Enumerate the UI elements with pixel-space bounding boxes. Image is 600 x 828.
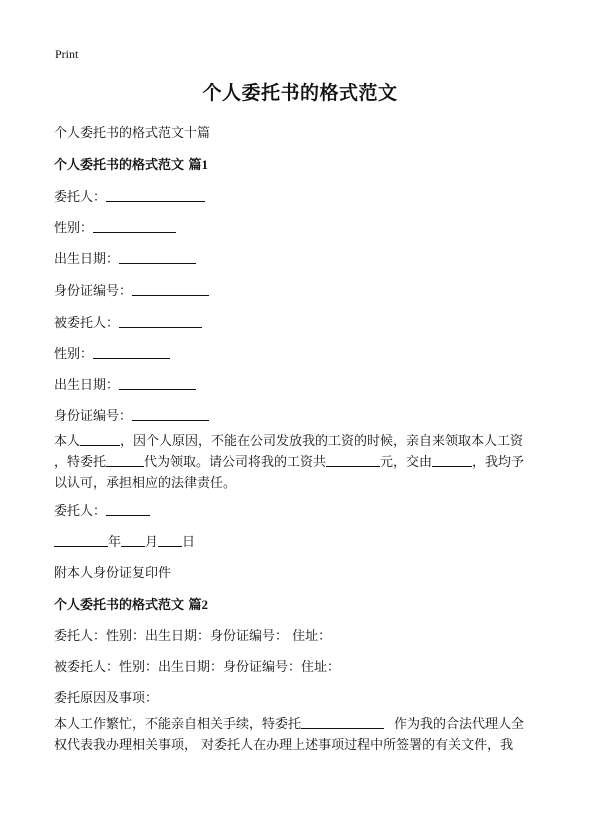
body-text: ，我均予 <box>472 455 525 470</box>
date-field <box>54 531 195 550</box>
day-label: 日 <box>182 535 196 550</box>
section-1-heading-number: 1 <box>201 157 209 172</box>
agent-gender-label: 性别： <box>54 347 94 362</box>
representative-blank <box>301 716 384 729</box>
signature-field <box>54 500 150 519</box>
section-2-client-line: 委托人：性别：出生日期：身份证编号： 住址： <box>54 629 332 644</box>
birth-date-label: 出生日期： <box>54 252 120 267</box>
section-2-heading-number: 2 <box>201 597 209 612</box>
body-text: 元，交由 <box>380 455 433 470</box>
month-label: 月 <box>145 535 159 550</box>
agent-id-number-blank <box>132 408 209 421</box>
amount-blank <box>326 454 380 467</box>
body-text: 本人工作繁忙，不能亲自相关手续，特委托 <box>54 717 302 732</box>
agent-field <box>54 312 202 331</box>
signature-label: 委托人： <box>54 504 107 519</box>
body-text: 以认可，承担相应的法律责任。 <box>54 476 237 491</box>
month-blank <box>121 534 145 547</box>
signature-blank <box>106 503 150 516</box>
section-1-heading-text: 个人委托书的格式范文 篇 <box>54 158 202 173</box>
section-2-heading <box>54 594 208 613</box>
body-text: 作为我的合法代理人全 <box>394 717 525 732</box>
id-number-field <box>54 280 209 299</box>
name-blank <box>80 433 120 446</box>
section-2-reason-label: 委托原因及事项： <box>54 691 159 706</box>
section-2-heading-text: 个人委托书的格式范文 篇 <box>54 598 202 613</box>
agent-id-number-label: 身份证编号： <box>54 409 133 424</box>
year-blank <box>54 534 108 547</box>
body-text: 本人 <box>54 434 81 449</box>
client-field <box>54 186 205 205</box>
gender-field <box>54 217 176 236</box>
birth-date-field <box>54 248 196 267</box>
body-line <box>54 473 550 494</box>
agent-gender-blank <box>93 346 170 359</box>
day-blank <box>158 534 182 547</box>
birth-date-blank <box>119 251 196 264</box>
body-line <box>54 431 550 452</box>
agent-birth-date-blank <box>119 377 196 390</box>
print-link[interactable]: Print <box>55 47 79 61</box>
agent-label: 被委托人： <box>54 316 120 331</box>
recipient-blank <box>432 454 472 467</box>
section-2-body <box>54 714 550 756</box>
attachment-note: 附本人身份证复印件 <box>54 566 172 581</box>
id-number-blank <box>132 283 209 296</box>
body-text: 代为领取。请公司将我的工资共 <box>144 455 327 470</box>
gender-label: 性别： <box>54 221 94 236</box>
gender-blank <box>93 220 176 233</box>
agent-birth-date-label: 出生日期： <box>54 378 120 393</box>
section-2-agent-line: 被委托人：性别：出生日期：身份证编号：住址： <box>54 660 341 675</box>
section-1-body <box>54 431 550 494</box>
agent-birth-date-field <box>54 374 196 393</box>
agent-gender-field <box>54 343 170 362</box>
agent-blank <box>119 315 202 328</box>
agent-name-blank <box>106 454 144 467</box>
body-text: 权代表我办理相关事项， 对委托人在办理上述事项过程中所签署的有关文件，我 <box>54 738 514 753</box>
client-label: 委托人： <box>54 190 107 205</box>
body-line <box>54 452 550 473</box>
section-1-heading <box>54 154 208 173</box>
body-text: ，因个人原因，不能在公司发放我的工资的时候，亲自来领取本人工资 <box>120 434 524 449</box>
year-label: 年 <box>108 535 122 550</box>
body-line <box>54 735 550 756</box>
document-subtitle: 个人委托书的格式范文十篇 <box>54 126 211 141</box>
document-title: 个人委托书的格式范文 <box>202 82 398 104</box>
id-number-label: 身份证编号： <box>54 284 133 299</box>
body-text: ，特委托 <box>54 455 107 470</box>
client-blank <box>106 189 205 202</box>
body-line <box>54 714 550 735</box>
agent-id-number-field <box>54 405 209 424</box>
